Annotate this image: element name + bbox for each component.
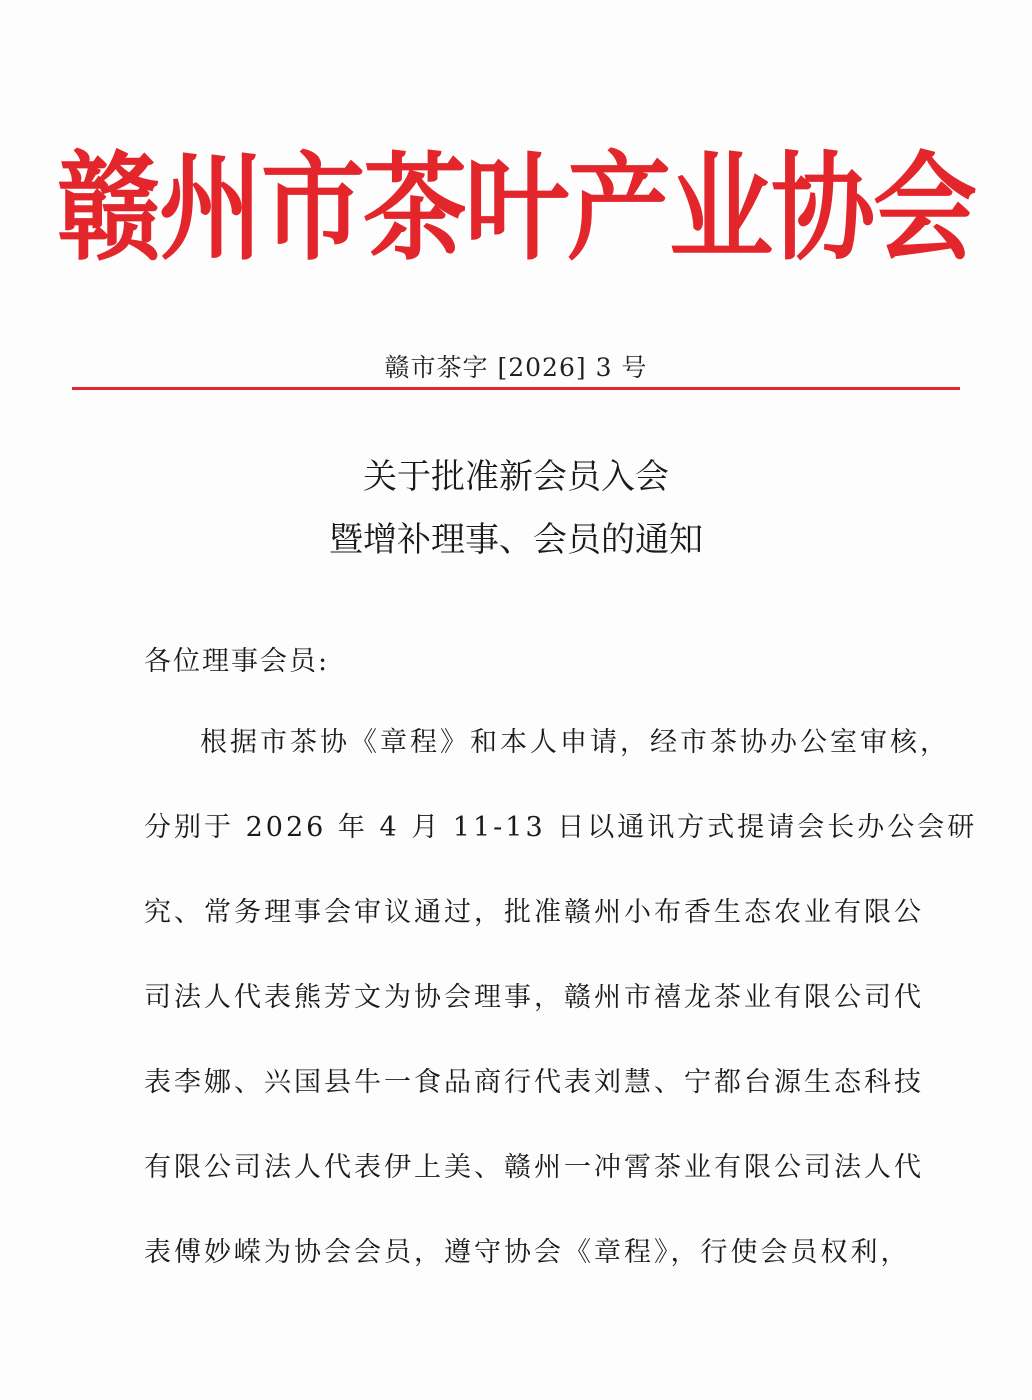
salutation: 各位理事会员: <box>144 646 330 677</box>
body-line: 有限公司法人代表伊上美、赣州一冲霄茶业有限公司法人代 <box>144 1152 924 1183</box>
body-line: 司法人代表熊芳文为协会理事，赣州市禧龙茶业有限公司代 <box>144 982 924 1013</box>
body-line: 分别于 2026 年 4 月 11-13 日以通讯方式提请会长办公会研 <box>144 812 978 843</box>
body-line: 究、常务理事会审议通过，批准赣州小布香生态农业有限公 <box>144 897 924 928</box>
body-line: 表李娜、兴国县牛一食品商行代表刘慧、宁都台源生态科技 <box>144 1067 924 1098</box>
notice-title-line-2: 暨增补理事、会员的通知 <box>329 520 703 560</box>
organization-letterhead: 赣州市茶叶产业协会 <box>56 138 975 277</box>
document-number: 赣市茶字 [2026] 3 号 <box>384 353 648 382</box>
body-line: 根据市茶协《章程》和本人申请，经市茶协办公室审核， <box>200 727 950 758</box>
letterhead-divider <box>72 387 960 390</box>
body-line: 表傅妙嵘为协会会员，遵守协会《章程》，行使会员权利， <box>144 1237 911 1268</box>
notice-title-line-1: 关于批准新会员入会 <box>363 457 669 497</box>
